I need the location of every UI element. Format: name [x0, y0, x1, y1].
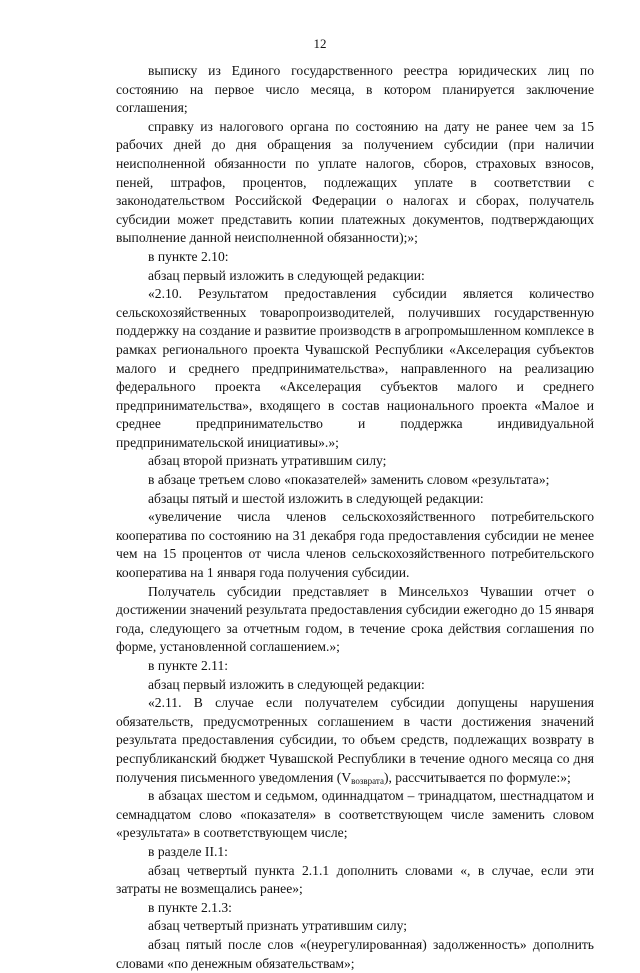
paragraph-2-11: [116, 694, 594, 787]
paragraph: в пункте 2.11:: [148, 658, 229, 673]
paragraph: абзац пятый после слов «(неурегулированная) задолженность» дополнить словами «по денежным обязательствам»;: [116, 936, 594, 971]
paragraph: «увеличение числа членов сельскохозяйственного потребительского кооператива по состоянию на 31 декабря года предоставления субсидии не менее чем на 15 процентов от числа членов сельскохозяйственного потребительского кооператива на 1 января года получения субсидии.: [116, 509, 594, 581]
paragraph: в абзаце третьем слово «показателей» заменить словом «результата»;: [148, 472, 550, 488]
paragraph-2-11-tail: ), рассчитывается по формуле:»;: [383, 769, 571, 785]
paragraph: в пункте 2.1.3:: [148, 899, 232, 915]
paragraph: абзац первый изложить в следующей редакции:: [148, 676, 425, 692]
paragraph: абзац первый изложить в следующей редакции:: [148, 267, 425, 283]
paragraph: выписку из Единого государственного реестра юридических лиц по состоянию на первое число месяца, в котором планируется заключение соглашения;: [116, 63, 594, 116]
paragraph: Получатель субсидии представляет в Минсельхоз Чувашии отчет о достижении значений результата предоставления субсидии ежегодно до 15 января года, следующего за отчетным годом, в течение срока действия соглашения по форме, установленной соглашением.»;: [116, 583, 594, 655]
page-number: 12: [313, 36, 327, 51]
paragraph: абзац второй признать утратившим силу;: [148, 453, 387, 469]
paragraph: справку из налогового органа по состоянию на дату не ранее чем за 15 рабочих дней до дня обращения за получением субсидии (при наличии неисполненной обязанности по уплате налогов, сборов, страховых взносов, пеней, штрафов, процентов, подлежащих уплате в соответствии с законодательством Российской Федерации о налогах и сборах, получатель субсидии может представить копии платежных документов, подтверждающих выполнение данной неисполненной обязанности);»;: [116, 118, 594, 246]
paragraph: в пункте 2.10:: [148, 248, 229, 264]
paragraph: абзац четвертый пункта 2.1.1 дополнить словами «, в случае, если эти затраты не возмещались ранее»;: [116, 862, 594, 897]
paragraph-2-11-text: «2.11. В случае если получателем субсидии допущены нарушения обязательств, предусмотренных соглашением в части достижения значений результата предоставления субсидии, то объем средств, подлежащих возврату в республиканский бюджет Чувашской Республики в течение одного месяца со дня получения письменного уведомления (V: [116, 695, 594, 785]
paragraph: в абзацах шестом и седьмом, одиннадцатом – тринадцатом, шестнадцатом и семнадцатом слово «показателя» в соответствующем числе заменить словом «результата» в соответствующем числе;: [116, 788, 594, 841]
paragraph: «2.10. Результатом предоставления субсидии является количество сельскохозяйственных товаропроизводителей, получивших государственную поддержку на создание и развитие производств в агропромышленном комплексе в рамках регионального проекта Чувашской Республики «Акселерация субъектов малого и среднего предпринимательства», направленного на реализацию федерального проекта «Акселерация субъектов малого и среднего предпринимательства», входящего в состав национального проекта «Малое и среднее предпринимательство и поддержка индивидуальной предпринимательской инициативы».»;: [116, 286, 594, 450]
document-body: [116, 62, 594, 973]
paragraph: в разделе II.1:: [148, 843, 228, 859]
paragraph: абзацы пятый и шестой изложить в следующей редакции:: [148, 490, 484, 506]
subscript-vozvrata: возврата: [351, 775, 384, 786]
paragraph: абзац четвертый признать утратившим силу;: [148, 918, 408, 934]
